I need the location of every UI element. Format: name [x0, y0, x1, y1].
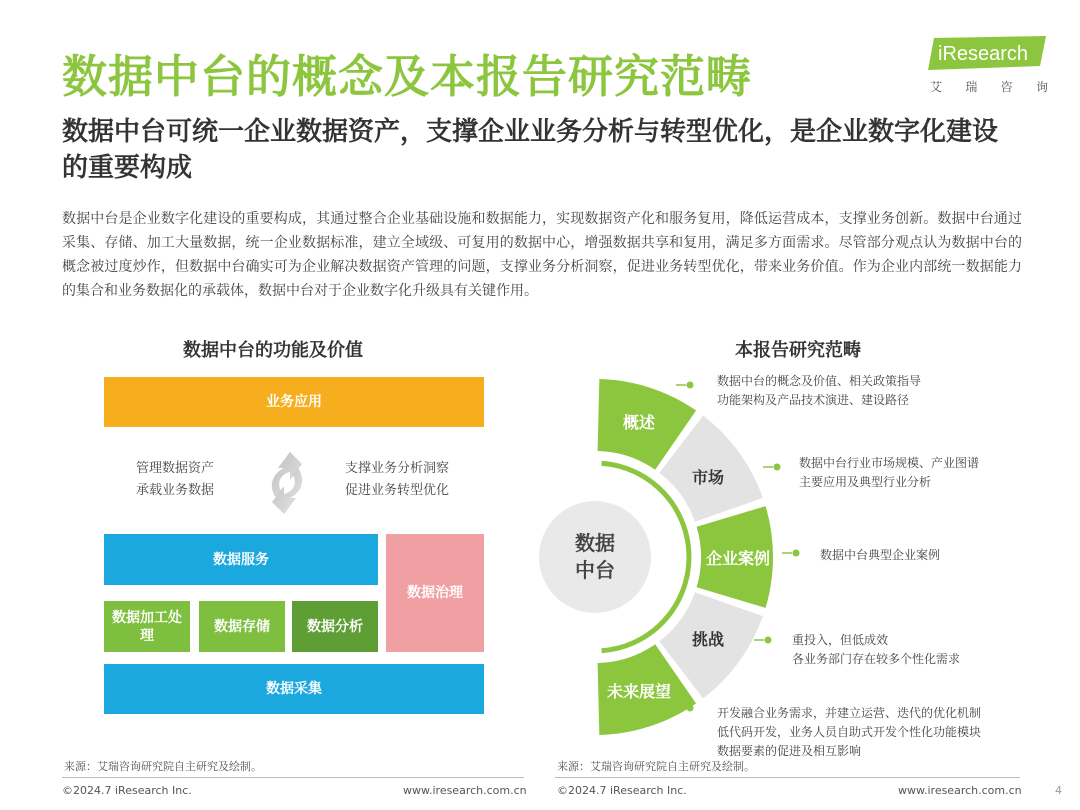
bullet-dot-overview: [687, 382, 694, 389]
left-source-note: 来源：艾瑞咨询研究院自主研究及绘制。: [64, 760, 262, 773]
left-value-text: [136, 458, 214, 502]
bullet-dot-outlook: [687, 705, 694, 712]
segment-label-cases: 企业案例: [705, 549, 770, 568]
logo-sub-char: 咨: [1000, 80, 1015, 94]
data-analysis-block: 数据分析: [292, 601, 378, 652]
page-number: 4: [1055, 784, 1062, 797]
page-title: 数据中台的概念及本报告研究范畴: [62, 50, 753, 103]
value-line: 支撑业务分析洞察: [345, 461, 450, 476]
left-website: www.iresearch.com.cn: [403, 784, 527, 797]
left-copyright: ©2024.7 iResearch Inc.: [62, 784, 192, 797]
desc-line: 数据中台典型企业案例: [820, 548, 941, 562]
value-line: 管理数据资产: [136, 461, 215, 476]
desc-line: 数据要素的促进及相互影响: [717, 744, 862, 758]
logo-sub-char: 瑞: [965, 80, 980, 94]
value-line: 促进业务转型优化: [345, 483, 450, 498]
data-processing-block: 数据加工处理: [104, 601, 190, 652]
bullet-dot-challenges: [765, 637, 772, 644]
data-service-block: 数据服务: [104, 534, 378, 585]
center-label-line: 数据: [575, 531, 615, 555]
segment-label-outlook: 未来展望: [606, 682, 671, 701]
data-governance-block: 数据治理: [386, 534, 484, 652]
body-paragraph: 数据中台是企业数字化建设的重要构成，其通过整合企业基础设施和数据能力，实现数据资产化和服务复用，降低运营成本，支撑业务创新。数据中台通过采集、存储、加工大量数据，统一企业数据标准，建立全域级、可复用的数据中心，增强数据共享和复用，满足多方面需求。尽管部分观点认为数据中台的概念被过度炒作，但数据中台确实可为企业解决数据资产管理的问题，支撑业务分析洞察，促进业务转型优化，带来业务价值。作为企业内部统一数据能力的集合和业务数据化的承载体，数据中台对于企业数字化升级具有关键作用。: [62, 211, 1022, 299]
cycle-arrows-icon: [250, 446, 324, 520]
subtitle: 数据中台可统一企业数据资产，支撑企业业务分析与转型优化，是企业数字化建设的重要构成: [62, 117, 999, 183]
segment-desc-cases: [820, 546, 940, 565]
bullet-dot-cases: [793, 550, 800, 557]
segment-label-challenges: 挑战: [691, 630, 724, 649]
center-label: [556, 530, 634, 584]
desc-line: 各业务部门存在较多个性化需求: [792, 652, 961, 666]
right-source-note: 来源：艾瑞咨询研究院自主研究及绘制。: [557, 760, 755, 773]
desc-line: 数据中台的概念及价值、相关政策指导: [717, 374, 922, 388]
data-collection-block: 数据采集: [104, 664, 484, 714]
logo-sub-char: 艾: [930, 80, 945, 94]
iresearch-logo: [928, 36, 1048, 70]
segment-desc-outlook: [717, 704, 981, 761]
value-line: 承载业务数据: [136, 483, 215, 498]
left-divider: [62, 777, 524, 778]
right-copyright: ©2024.7 iResearch Inc.: [557, 784, 687, 797]
desc-line: 开发融合业务需求，并建立运营、迭代的优化机制: [717, 706, 982, 720]
data-storage-block: 数据存储: [199, 601, 285, 652]
segment-label-overview: 概述: [622, 413, 655, 432]
segment-desc-overview: [717, 372, 921, 410]
desc-line: 低代码开发，业务人员自助式开发个性化功能模块: [717, 725, 982, 739]
desc-line: 重投入，但低成效: [792, 633, 889, 647]
right-website: www.iresearch.com.cn: [898, 784, 1022, 797]
center-label-line: 中台: [575, 558, 615, 582]
logo-sub-char: 询: [1035, 80, 1050, 94]
bullet-dot-market: [774, 464, 781, 471]
logo-text: iResearch: [938, 43, 1029, 65]
segment-label-market: 市场: [691, 468, 724, 487]
logo-subtitle: [930, 78, 1050, 95]
desc-line: 数据中台行业市场规模、产业图谱: [799, 456, 980, 470]
business-application-block: 业务应用: [104, 377, 484, 427]
segment-desc-market: [799, 454, 979, 492]
left-section-title: 数据中台的功能及价值: [183, 340, 363, 361]
desc-line: 主要应用及典型行业分析: [799, 475, 932, 489]
desc-line: 功能架构及产品技术演进、建设路径: [717, 393, 910, 407]
segment-desc-challenges: [792, 631, 960, 669]
right-section-title: 本报告研究范畴: [735, 340, 861, 361]
right-value-text: [345, 458, 449, 502]
right-divider: [555, 777, 1020, 778]
